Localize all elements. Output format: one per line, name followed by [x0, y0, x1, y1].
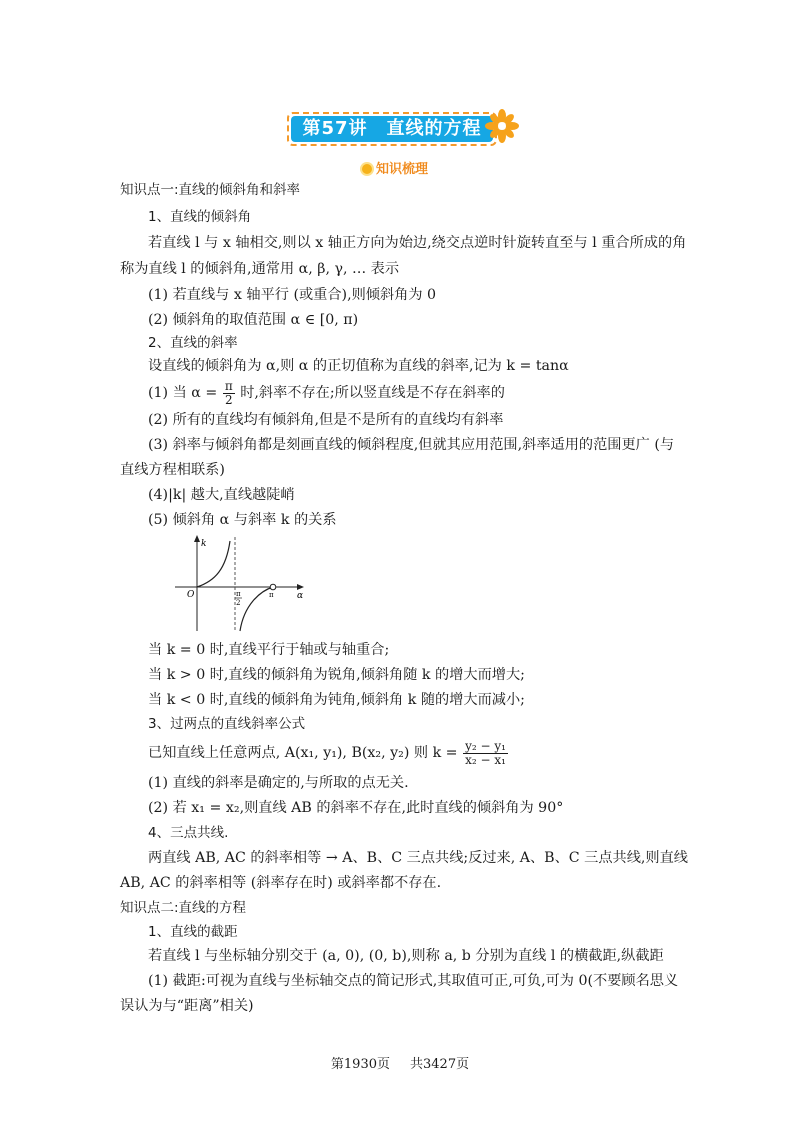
text-line: 称为直线 l 的倾斜角,通常用 α, β, γ, … 表示 [120, 261, 400, 277]
page-title: 第57讲 直线的方程 [291, 116, 493, 142]
text-fragment: (1) 当 α = [148, 385, 218, 401]
slope-graph [170, 533, 310, 633]
text-line-fraction [148, 378, 505, 408]
text-line: 设直线的倾斜角为 α,则 α 的正切值称为直线的斜率,记为 k = tanα [148, 358, 569, 374]
text-line: 若直线 l 与 x 轴相交,则以 x 轴正方向为始边,绕交点逆时针旋转直至与 l 重合所成的角 [148, 235, 687, 251]
page-total: 共3427页 [410, 1057, 470, 1072]
text-line-fraction [148, 738, 509, 768]
text-line: (2) 所有的直线均有倾斜角,但是不是所有的直线均有斜率 [148, 412, 504, 428]
fraction-pi-over-2 [223, 380, 235, 407]
flower-icon [484, 108, 520, 144]
text-line: AB, AC 的斜率相等 (斜率存在时) 或斜率都不存在. [120, 875, 442, 891]
text-line: 两直线 AB, AC 的斜率相等 → A、B、C 三点共线;反过来, A、B、C 三点共线,则直线 [148, 850, 688, 866]
text-line: 直线方程相联系) [120, 462, 225, 478]
graph-x-label: α [297, 591, 304, 601]
subheading-slope: 2、直线的斜率 [148, 335, 238, 351]
fraction-denominator: 2 [224, 392, 233, 407]
text-line: (1) 截距:可视为直线与坐标轴交点的简记形式,其取值可正,可负,可为 0(不要顾名思义 [148, 973, 679, 989]
text-line: 当 k = 0 时,直线平行于轴或与轴重合; [148, 642, 390, 658]
text-fragment: 时,斜率不存在;所以竖直线是不存在斜率的 [240, 385, 505, 401]
tick-pi-label: π [269, 591, 274, 599]
text-line: 当 k < 0 时,直线的倾斜角为钝角,倾斜角 k 随的增大而减小; [148, 692, 525, 708]
heading-point-2: 知识点二:直线的方程 [120, 900, 247, 916]
fraction-numerator: π [224, 378, 233, 393]
fraction-slope-formula [463, 740, 508, 767]
text-line: (3) 斜率与倾斜角都是刻画直线的倾斜程度,但就其应用范围,斜率适用的范围更广 (与 [148, 437, 675, 453]
text-line: 误认为与“距离”相关) [120, 998, 254, 1014]
y-arrow-icon [194, 535, 200, 542]
graph-origin-label: O [187, 590, 195, 600]
graph-y-label: k [201, 539, 207, 549]
text-line: (2) 倾斜角的取值范围 α ∈ [0, π) [148, 312, 359, 328]
text-fragment: 已知直线上任意两点, A(x₁, y₁), B(x₂, y₂) 则 k = [148, 745, 458, 761]
text-line: (1) 直线的斜率是确定的,与所取的点无关. [148, 775, 409, 791]
heading-point-1: 知识点一:直线的倾斜角和斜率 [120, 182, 301, 198]
fraction-denominator: x₂ − x₁ [465, 752, 506, 767]
subheading-collinear: 4、三点共线. [148, 825, 229, 841]
text-line: 当 k > 0 时,直线的倾斜角为锐角,倾斜角随 k 的增大而增大; [148, 667, 525, 683]
page-footer [0, 1053, 800, 1072]
text-line: (1) 若直线与 x 轴平行 (或重合),则倾斜角为 0 [148, 287, 437, 303]
sun-icon [362, 164, 372, 174]
text-line: (4)|k| 越大,直线越陡峭 [148, 487, 295, 503]
text-line: (2) 若 x₁ = x₂,则直线 AB 的斜率不存在,此时直线的倾斜角为 90° [148, 800, 564, 816]
subheading-two-point: 3、过两点的直线斜率公式 [148, 716, 306, 732]
subheading-intercept: 1、直线的截距 [148, 924, 238, 940]
x-arrow-icon [297, 584, 304, 590]
page-number: 第1930页 [330, 1057, 390, 1072]
pi-point [270, 584, 276, 590]
fraction-numerator: y₂ − y₁ [465, 738, 506, 753]
section-heading [362, 158, 428, 177]
subheading-inclination: 1、直线的倾斜角 [148, 209, 252, 225]
tick-half-pi-num: π [236, 590, 241, 598]
text-line: (5) 倾斜角 α 与斜率 k 的关系 [148, 512, 337, 528]
text-line: 若直线 l 与坐标轴分别交于 (a, 0), (0, b),则称 a, b 分别为直线 l 的横截距,纵截距 [148, 948, 664, 964]
section-label: 知识梳理 [376, 162, 429, 177]
tick-half-pi-den: 2 [236, 599, 241, 607]
title-banner [287, 112, 497, 146]
